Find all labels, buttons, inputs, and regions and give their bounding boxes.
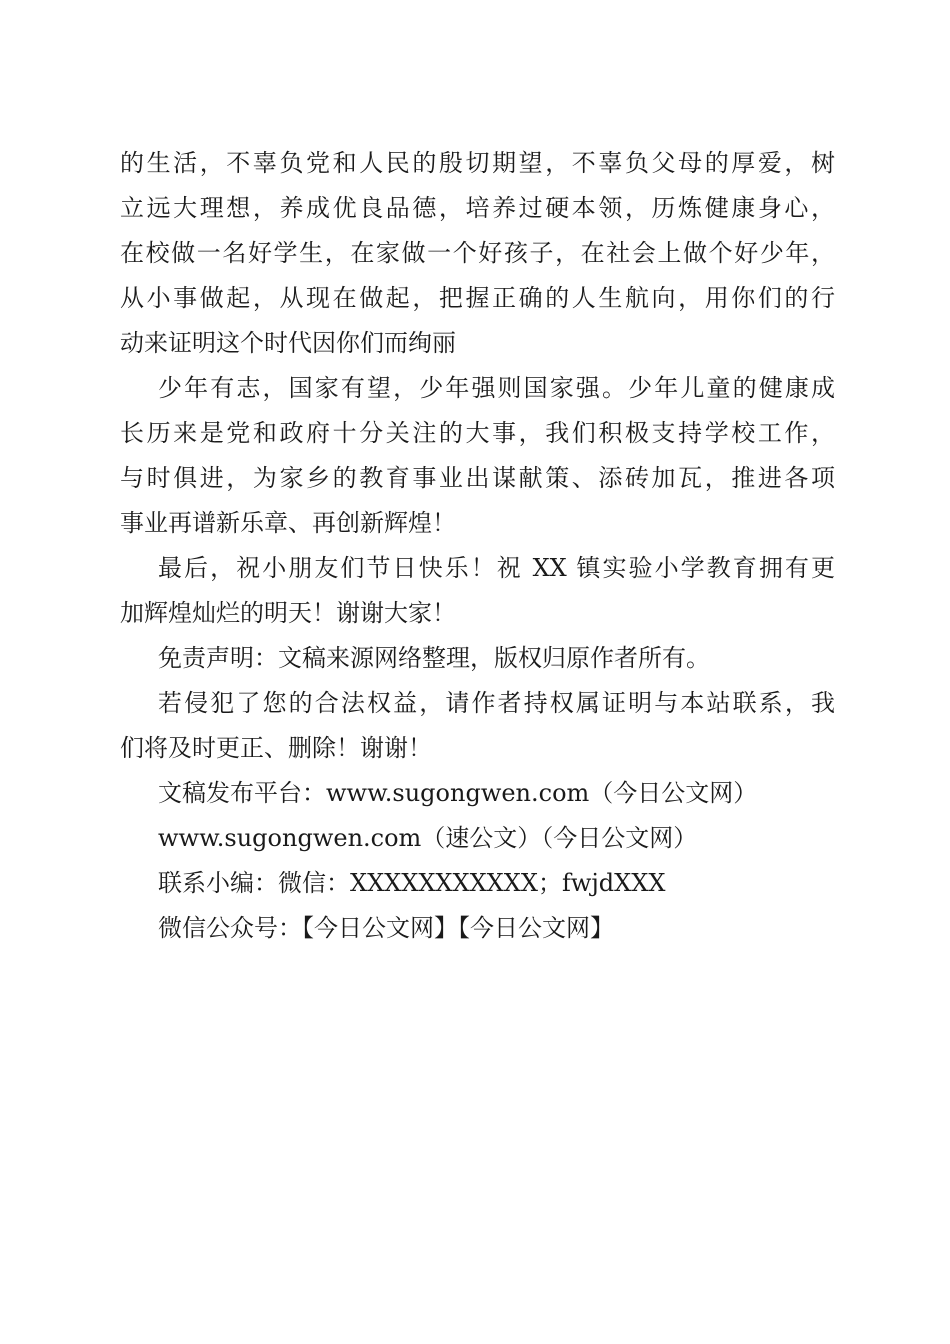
publishing-platform	[120, 771, 835, 816]
text-line: 微信公众号：【今日公文网】【今日公文网】	[158, 914, 614, 942]
paragraph-closing-wishes	[120, 141, 835, 366]
text-line: 若侵犯了您的合法权益，请作者持权属证明与本站联系，我	[158, 689, 835, 717]
text-line: 动来证明这个时代因你们而绚丽	[120, 329, 456, 357]
text-line: 与时俱进，为家乡的教育事业出谋献策、添砖加瓦，推进各项	[120, 464, 835, 492]
editor-contact	[120, 861, 835, 906]
text-line: 文稿发布平台：www.sugongwen.com（今日公文网）	[158, 779, 758, 807]
text-line: 最后，祝小朋友们节日快乐！祝 XX 镇实验小学教育拥有更	[158, 554, 835, 582]
document-body	[120, 141, 835, 951]
paragraph-final-blessing	[120, 546, 835, 636]
text-line: 从小事做起，从现在做起，把握正确的人生航向，用你们的行	[120, 284, 835, 312]
paragraph-youth-aspiration	[120, 366, 835, 546]
text-line: 免责声明：文稿来源网络整理，版权归原作者所有。	[158, 644, 710, 672]
disclaimer-notice	[120, 636, 835, 681]
text-line: 事业再谱新乐章、再创新辉煌！	[120, 509, 456, 537]
text-line: www.sugongwen.com（速公文）（今日公文网）	[158, 824, 698, 852]
text-line: 的生活，不辜负党和人民的殷切期望，不辜负父母的厚爱，树	[120, 149, 835, 177]
text-line: 少年有志，国家有望，少年强则国家强。少年儿童的健康成	[158, 374, 835, 402]
infringement-notice	[120, 681, 835, 771]
text-line: 联系小编：微信：XXXXXXXXXXX；fwjdXXX	[158, 869, 666, 897]
text-line: 加辉煌灿烂的明天！谢谢大家！	[120, 599, 456, 627]
text-line: 们将及时更正、删除！谢谢！	[120, 734, 432, 762]
text-line: 长历来是党和政府十分关注的大事，我们积极支持学校工作，	[120, 419, 835, 447]
text-line: 在校做一名好学生，在家做一个好孩子，在社会上做个好少年，	[120, 239, 835, 267]
website-line	[120, 816, 835, 861]
wechat-public-account	[120, 906, 835, 951]
text-line: 立远大理想，养成优良品德，培养过硬本领，历炼健康身心，	[120, 194, 835, 222]
